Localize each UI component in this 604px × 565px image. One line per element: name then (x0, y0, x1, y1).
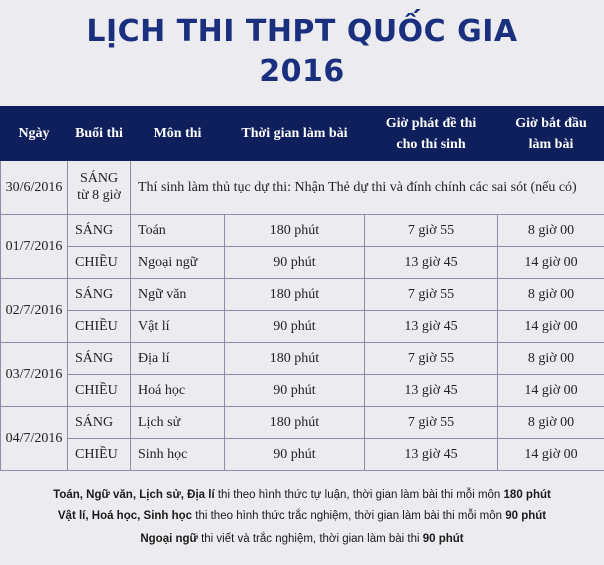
table-row (1, 439, 604, 471)
page-title: LỊCH THI THPT QUỐC GIA (86, 14, 518, 49)
row-start-time: 8 giờ 00 (498, 343, 604, 375)
table-row (1, 407, 604, 439)
footer-subjects: Vật lí, Hoá học, Sinh học (57, 510, 193, 522)
row-duration: 180 phút (225, 215, 365, 247)
row-start-time: 8 giờ 00 (498, 279, 604, 311)
footer-note-multiple-choice (0, 510, 604, 522)
row-session: CHIỀU (68, 439, 131, 471)
table-header-row (1, 107, 604, 161)
table-row (1, 215, 604, 247)
table-row (1, 161, 604, 215)
session-time: từ 8 giờ (77, 187, 121, 203)
row-release-time: 7 giờ 55 (365, 215, 498, 247)
row-duration: 180 phút (225, 279, 365, 311)
header-session: Buổi thi (68, 107, 131, 161)
row-release-time: 7 giờ 55 (365, 407, 498, 439)
row-start-time: 14 giờ 00 (498, 375, 604, 407)
table-row (1, 247, 604, 279)
header-start-time (498, 107, 604, 161)
registration-note: Thí sinh làm thủ tục dự thi: Nhận Thẻ dự thi và đính chính các sai sót (nếu có) (131, 161, 604, 215)
footer-duration: 90 phút (422, 533, 464, 545)
header-release-line1: Giờ phát đề thi (385, 115, 477, 131)
row-release-time: 13 giờ 45 (365, 247, 498, 279)
row-subject: Ngoại ngữ (131, 247, 225, 279)
footer-text: thi theo hình thức tự luận, thời gian làm bài thi mỗi môn (214, 489, 504, 501)
footer-note-foreign-language (0, 533, 604, 545)
footer-text: thi theo hình thức trắc nghiệm, thời gian làm bài thi mỗi môn (192, 510, 506, 522)
row-session (68, 161, 131, 215)
row-subject: Địa lí (131, 343, 225, 375)
header-start-line1: Giờ bắt đầu (515, 115, 587, 131)
table-row (1, 375, 604, 407)
header-duration: Thời gian làm bài (225, 107, 365, 161)
row-session: CHIỀU (68, 375, 131, 407)
page-title-year: 2016 (259, 54, 345, 89)
header-release-line2: cho thí sinh (396, 136, 466, 152)
row-release-time: 13 giờ 45 (365, 375, 498, 407)
footer-subjects: Ngoại ngữ (140, 533, 198, 545)
row-subject: Lịch sử (131, 407, 225, 439)
row-session: CHIỀU (68, 311, 131, 343)
row-session: SÁNG (68, 343, 131, 375)
row-duration: 90 phút (225, 439, 365, 471)
session-label: SÁNG (79, 170, 119, 186)
row-release-time: 7 giờ 55 (365, 343, 498, 375)
header-release-time (365, 107, 498, 161)
row-date: 02/7/2016 (1, 279, 68, 343)
footer-duration: 180 phút (503, 489, 551, 501)
table-row (1, 311, 604, 343)
row-subject: Sinh học (131, 439, 225, 471)
row-start-time: 14 giờ 00 (498, 311, 604, 343)
row-duration: 90 phút (225, 311, 365, 343)
row-duration: 90 phút (225, 375, 365, 407)
row-release-time: 13 giờ 45 (365, 311, 498, 343)
row-subject: Vật lí (131, 311, 225, 343)
row-session: SÁNG (68, 215, 131, 247)
row-duration: 90 phút (225, 247, 365, 279)
footer-text: thi viết và trắc nghiệm, thời gian làm bài thi (197, 533, 423, 545)
row-subject: Toán (131, 215, 225, 247)
row-start-time: 14 giờ 00 (498, 439, 604, 471)
row-subject: Ngữ văn (131, 279, 225, 311)
row-session: SÁNG (68, 407, 131, 439)
exam-schedule-table (0, 106, 604, 471)
footer-subjects: Toán, Ngữ văn, Lịch sử, Địa lí (53, 489, 215, 501)
row-date: 30/6/2016 (1, 161, 68, 215)
row-date: 01/7/2016 (1, 215, 68, 279)
row-date: 03/7/2016 (1, 343, 68, 407)
row-session: SÁNG (68, 279, 131, 311)
header-subject: Môn thi (131, 107, 225, 161)
header-start-line2: làm bài (528, 136, 574, 152)
row-release-time: 7 giờ 55 (365, 279, 498, 311)
footer-note-essay (0, 489, 604, 501)
row-start-time: 8 giờ 00 (498, 215, 604, 247)
table-row (1, 343, 604, 375)
row-start-time: 14 giờ 00 (498, 247, 604, 279)
row-date: 04/7/2016 (1, 407, 68, 471)
row-subject: Hoá học (131, 375, 225, 407)
row-duration: 180 phút (225, 407, 365, 439)
footer-duration: 90 phút (505, 510, 547, 522)
row-start-time: 8 giờ 00 (498, 407, 604, 439)
header-date: Ngày (1, 107, 68, 161)
row-release-time: 13 giờ 45 (365, 439, 498, 471)
row-session: CHIỀU (68, 247, 131, 279)
row-duration: 180 phút (225, 343, 365, 375)
table-row (1, 279, 604, 311)
